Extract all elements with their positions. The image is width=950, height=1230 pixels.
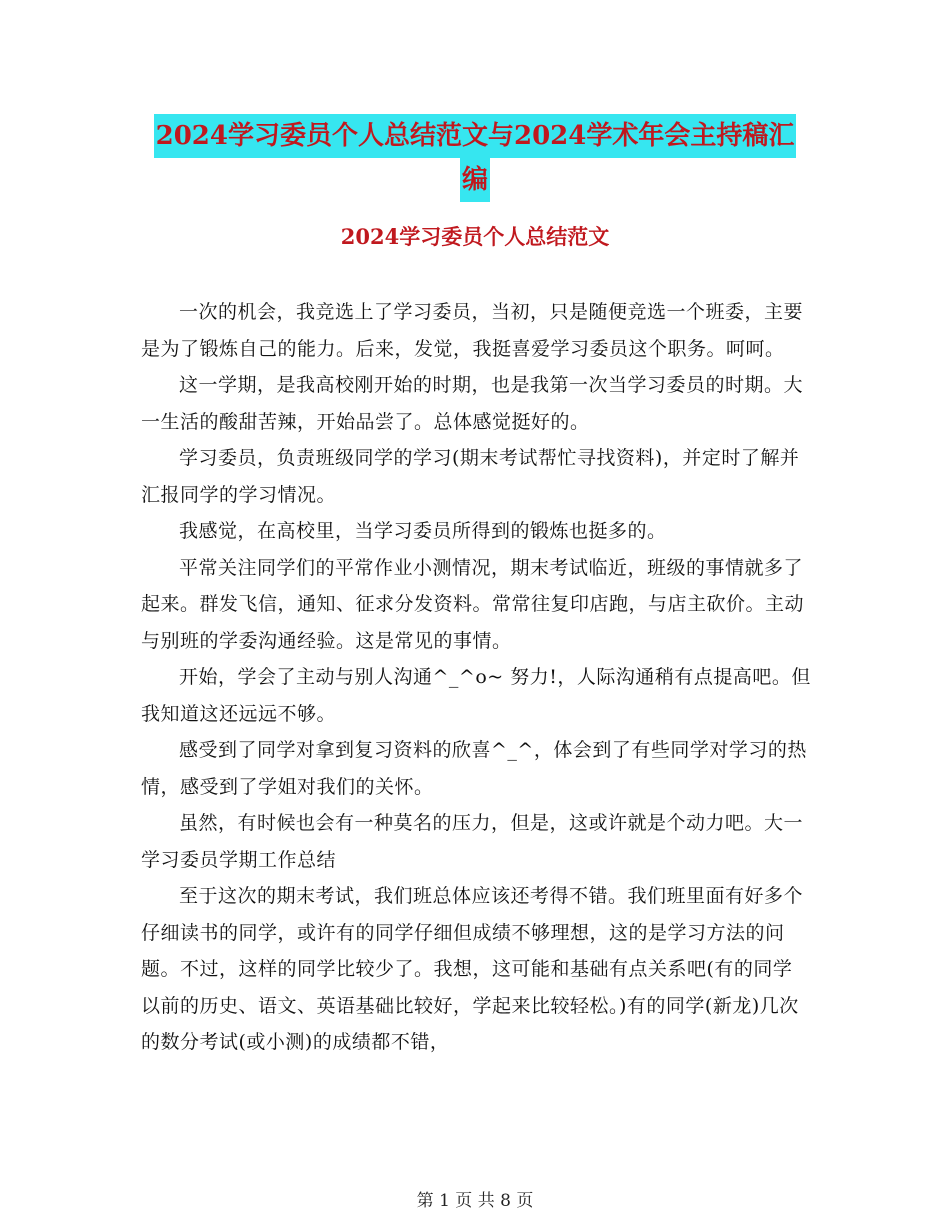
paragraph: 这一学期，是我高校刚开始的时期，也是我第一次当学习委员的时期。大一生活的酸甜苦辣，开始品尝了。总体感觉挺好的。 <box>141 374 804 433</box>
paragraph: 感受到了同学对拿到复习资料的欣喜^_^，体会到了有些同学对学习的热情，感受到了学姐对我们的关怀。 <box>141 739 807 798</box>
paragraph: 开始，学会了主动与别人沟通^_^o~ 努力!，人际沟通稍有点提高吧。但我知道这还远远不够。 <box>141 666 811 725</box>
title-line-1: 2024学习委员个人总结范文与2024学术年会主持稿汇 <box>154 114 797 158</box>
document-body <box>141 294 811 1061</box>
paragraph: 学习委员，负责班级同学的学习(期末考试帮忙寻找资料)，并定时了解并汇报同学的学习情况。 <box>141 447 800 506</box>
title-line-2: 编 <box>460 158 490 202</box>
document-title <box>130 114 820 202</box>
paragraph: 一次的机会，我竞选上了学习委员，当初，只是随便竞选一个班委，主要是为了锻炼自己的能力。后来，发觉，我挺喜爱学习委员这个职务。呵呵。 <box>141 301 804 360</box>
paragraph: 虽然，有时候也会有一种莫名的压力，但是，这或许就是个动力吧。大一学习委员学期工作总结 <box>141 812 804 871</box>
paragraph: 我感觉，在高校里，当学习委员所得到的锻炼也挺多的。 <box>179 520 667 542</box>
paragraph: 平常关注同学们的平常作业小测情况，期末考试临近，班级的事情就多了起来。群发飞信，通知、征求分发资料。常常往复印店跑，与店主砍价。主动与别班的学委沟通经验。这是常见的事情。 <box>141 556 805 652</box>
section-heading: 2024学习委员个人总结范文 <box>340 224 610 249</box>
page-number: 第 1 页 共 8 页 <box>416 1191 534 1211</box>
paragraph: 至于这次的期末考试，我们班总体应该还考得不错。我们班里面有好多个仔细读书的同学，或许有的同学仔细但成绩不够理想，这的是学习方法的问题。不过，这样的同学比较少了。我想，这可能和基础有点关系吧(有的同学以前的历史、语文、英语基础比较好，学起来比较轻松。)有的同学(新龙)几次的数分考试(或小测)的成绩都不错， <box>141 885 804 1053</box>
